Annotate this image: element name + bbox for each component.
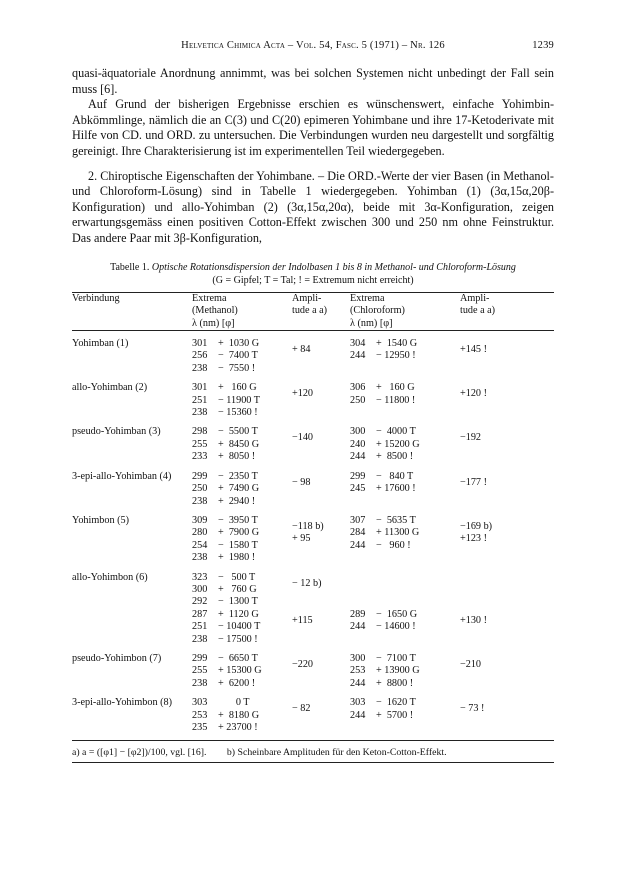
table-caption (72, 261, 554, 287)
table-footnotes (72, 747, 554, 758)
amplitude-cell: −210 (460, 658, 482, 670)
extrema-cell: 299 − 6650 T 255 + 15300 G 238 + 6200 ! (192, 652, 262, 689)
footnote-b: b) Scheinbare Amplituden für den Keton-Cotton-Effekt. (226, 747, 447, 759)
table-row (72, 646, 554, 690)
running-title: Helvetica Chimica Acta – Vol. 54, Fasc. 5 (1971) – Nr. 126 (181, 40, 445, 51)
ord-table (72, 292, 554, 735)
col-extrema-methanol: Extrema (Methanol) λ (nm) [φ] (192, 292, 238, 329)
caption-label: Tabelle 1. (110, 261, 150, 273)
amplitude-cell: −177 ! (460, 476, 487, 488)
amplitude-cell: +120 ! (460, 388, 487, 400)
extrema-cell: 299 − 840 T 245 + 17600 ! (350, 470, 416, 495)
col-compound: Verbindung (72, 292, 120, 304)
extrema-cell: 300 − 4000 T 240 + 15200 G 244 + 8500 ! (350, 426, 420, 463)
extrema-cell: 303 − 1620 T 244 + 5700 ! (350, 697, 416, 721)
extrema-cell: 323 − 500 T 300 + 760 G 292 − 1300 T 287 + 1120 G 251 − 10400 T 238 − 17500 ! (192, 571, 261, 645)
extrema-cell: 301 + 1030 G 256 − 7400 T 238 − 7550 ! (192, 338, 260, 374)
amplitude-cell: − 12 b) +115 (292, 577, 322, 626)
body-text (72, 66, 554, 247)
table-body (72, 331, 554, 735)
paragraph-1: quasi-äquatoriale Anordnung annimmt, was bei solchen Systemen nicht unbedingt der Fall sein muss [6]. (72, 66, 554, 96)
extrema-cell: 307 − 5635 T 284 + 11300 G 244 − 960 ! (350, 514, 420, 551)
compound-name: pseudo-Yohimban (3) (72, 426, 161, 438)
table-row (72, 419, 554, 463)
paragraph-3: 2. Chiroptische Eigenschaften der Yohimbane. – Die ORD.-Werte der vier Basen (in Methanol- und Chloroform-Lösung) sind in Tabelle 1 wiedergegeben. Yohimban (1) (3α,15α,20β-Konfiguration) und allo-Yohimban (2) (3α,15α,20α), beide mit 3α-Konfiguration, zeigen erwartungsgemäss einen positiven Cotton-Effekt zwischen 300 und 250 nm ohne Feinstruktur. Das andere Paar mit 3β-Konfiguration, (72, 168, 554, 245)
table-header (72, 292, 554, 331)
extrema-cell: 300 − 7100 T 253 + 13900 G 244 + 8800 ! (350, 652, 420, 689)
amplitude-cell: +130 ! (460, 614, 487, 626)
page (72, 40, 554, 763)
amplitude-cell: +120 (292, 388, 314, 400)
table-row (72, 464, 554, 508)
amplitude-cell: −220 (292, 658, 314, 670)
col-amplitude-methanol: Ampli- tude a a) (292, 292, 328, 317)
extrema-cell: 301 + 160 G 251 − 11900 T 238 − 15360 ! (192, 382, 260, 419)
amplitude-cell: −118 b) + 95 (292, 520, 324, 545)
amplitude-cell: +145 ! (460, 344, 487, 356)
amplitude-cell: + 84 (292, 344, 311, 356)
extrema-cell: 299 − 2350 T 250 + 7490 G 238 + 2940 ! (192, 470, 260, 507)
compound-name: 3-epi-allo-Yohimban (4) (72, 470, 172, 482)
col-amplitude-chloroform: Ampli- tude a a) (460, 292, 496, 317)
compound-name: allo-Yohimban (2) (72, 382, 148, 394)
compound-name: Yohimban (1) (72, 338, 129, 350)
table-row (72, 375, 554, 419)
caption-legend: (G = Gipfel; T = Tal; ! = Extremum nicht erreicht) (212, 274, 414, 286)
extrema-cell: 306 + 160 G 250 − 11800 ! (350, 382, 416, 406)
extrema-cell: 304 + 1540 G 244 − 12950 ! (350, 338, 418, 362)
compound-name: pseudo-Yohimbon (7) (72, 652, 162, 664)
amplitude-cell: − 82 (292, 703, 311, 715)
compound-name: 3-epi-allo-Yohimbon (8) (72, 697, 172, 709)
amplitude-cell: −169 b) +123 ! (460, 520, 493, 545)
compound-name: allo-Yohimbon (6) (72, 571, 148, 583)
extrema-cell: 298 − 5500 T 255 + 8450 G 233 + 8050 ! (192, 426, 260, 463)
page-number: 1239 (532, 40, 554, 51)
footnote-a: a) a = ([φ1] − [φ2])/100, vgl. [16]. (72, 747, 207, 759)
table-row (72, 331, 554, 376)
extrema-cell: 309 − 3950 T 280 + 7900 G 254 − 1580 T 238 + 1980 ! (192, 514, 260, 564)
table-row (72, 690, 554, 734)
extrema-cell: 289 − 1650 G 244 − 14600 ! (350, 608, 418, 633)
extrema-cell: 303 0 T 253 + 8180 G 235 + 23700 ! (192, 697, 260, 733)
amplitude-cell: −192 (460, 432, 482, 444)
amplitude-cell: −140 (292, 432, 314, 444)
col-extrema-chloroform: Extrema (Chloroform) λ (nm) [φ] (350, 292, 405, 329)
amplitude-cell: − 73 ! (460, 703, 485, 715)
amplitude-cell: − 98 (292, 476, 311, 488)
running-header (72, 40, 554, 56)
paragraph-2: Auf Grund der bisherigen Ergebnisse erschien es wünschenswert, einfache Yohimbin-Abkömmlinge, nämlich die an C(3) und C(20) epimeren Yohimbane und ihre 17-Ketoderivate mit Hilfe von CD. und ORD. zu untersuchen. Die Verbindungen wurden neu dargestellt und sorgfältig gereinigt. Ihre Charakterisierung ist im experimentellen Teil wiedergegeben. (72, 97, 554, 158)
caption-text: Optische Rotationsdispersion der Indolbasen 1 bis 8 in Methanol- und Chloroform-Lösung (151, 261, 516, 273)
table-row (72, 565, 554, 646)
compound-name: Yohimbon (5) (72, 514, 129, 526)
table-row (72, 508, 554, 565)
